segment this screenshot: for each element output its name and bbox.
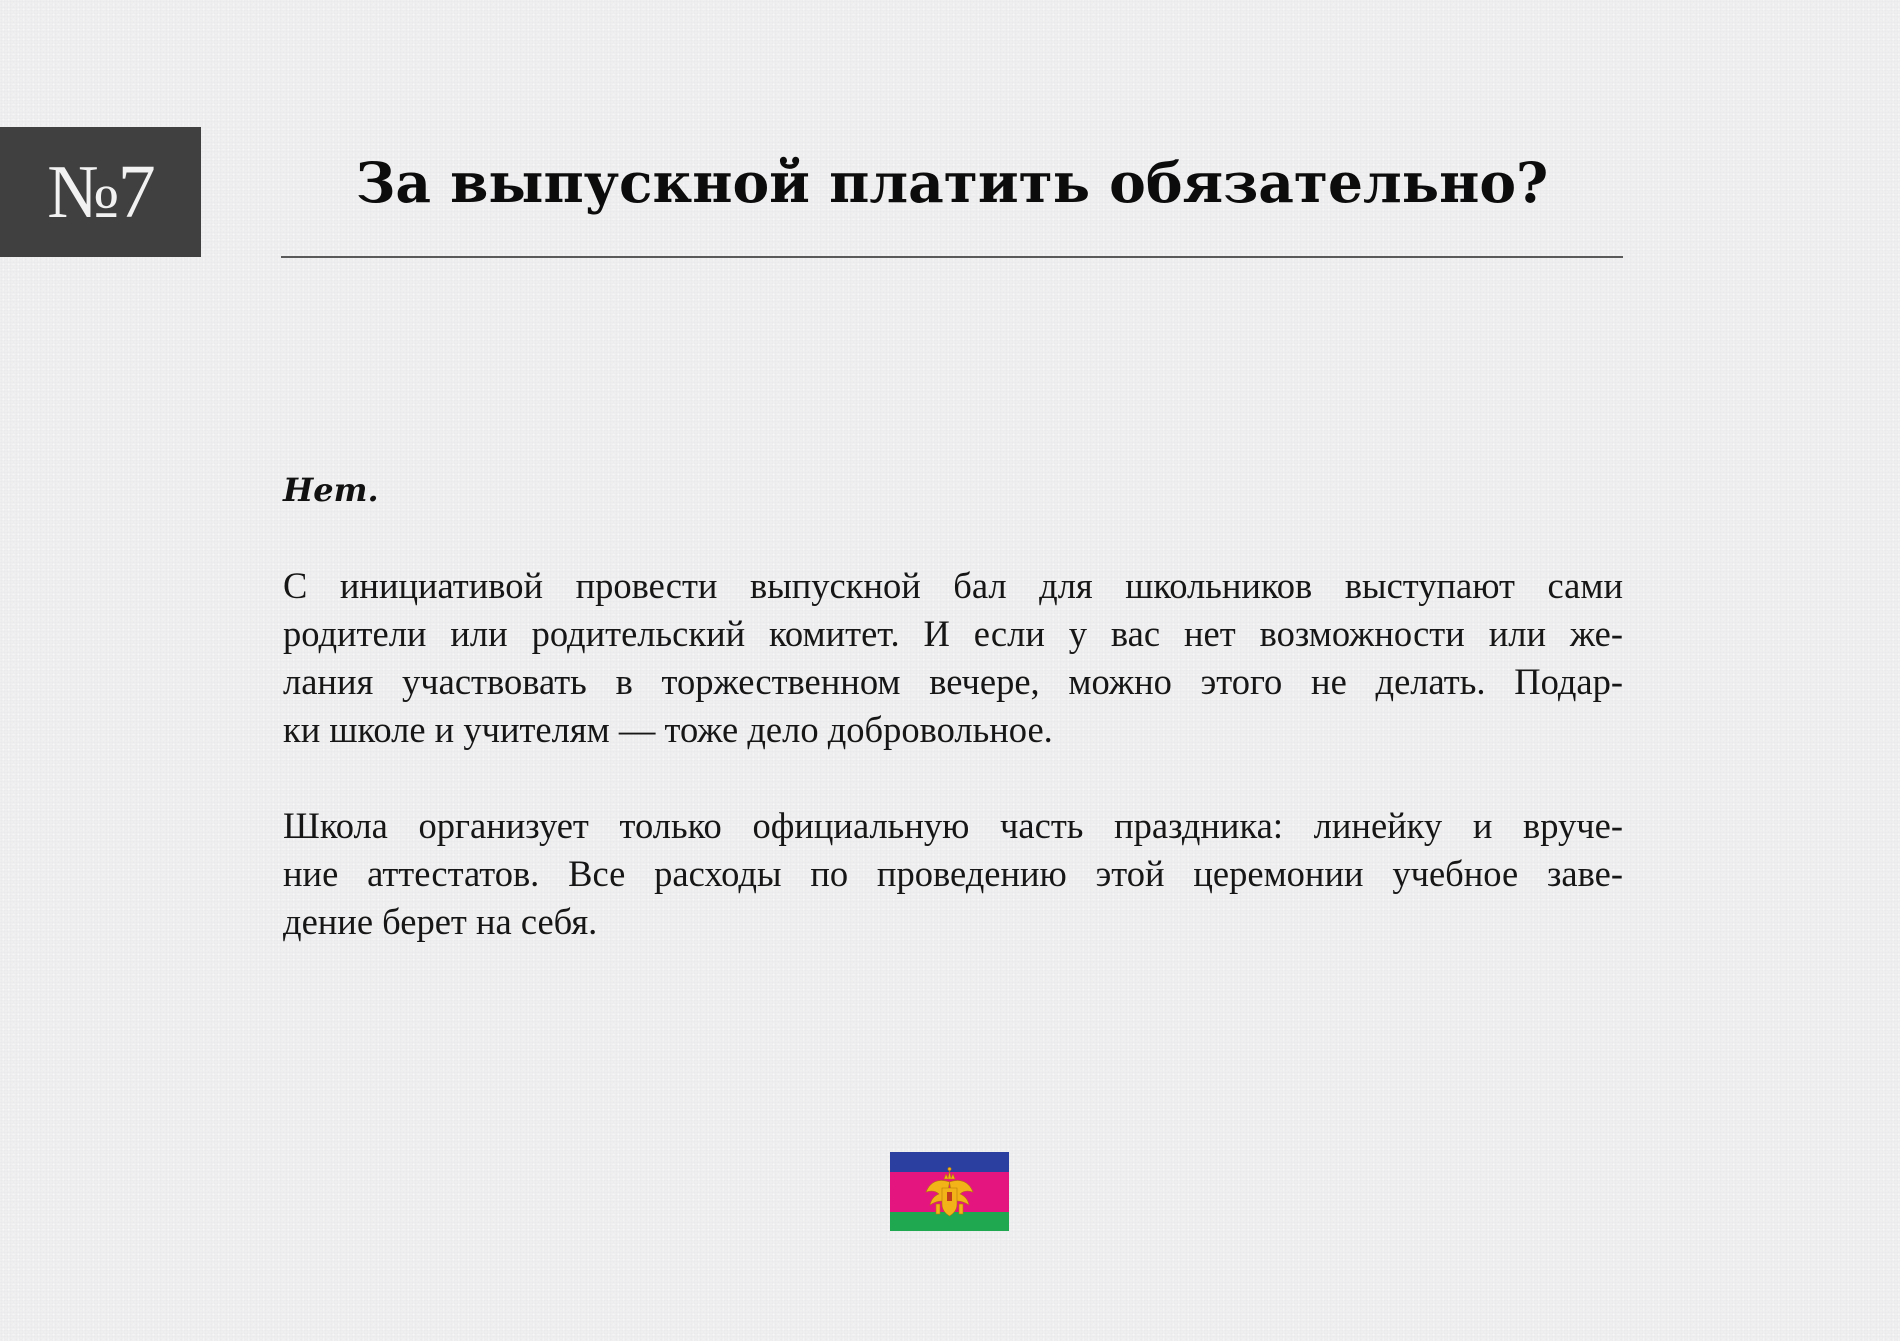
paragraph-line: С инициативой провести выпускной бал для школьников выступают сами xyxy=(283,565,1623,606)
page-title: За выпускной платить обязательно? xyxy=(355,150,1549,215)
paragraph-2 xyxy=(283,802,1623,946)
answer-body xyxy=(283,466,1623,994)
paragraph-1 xyxy=(283,562,1623,754)
paragraph-line: Школа организует только официальную часть праздника: линейку и вруче- xyxy=(283,805,1623,846)
title-divider xyxy=(281,256,1623,258)
paragraph-line: лания участвовать в торжественном вечере, можно этого не делать. Подар- xyxy=(283,661,1623,702)
paragraph-line: ки школе и учителям — тоже дело добровольное. xyxy=(283,709,1053,750)
krasnodar-flag-icon xyxy=(890,1152,1009,1231)
answer-lead: Нет. xyxy=(283,471,379,509)
slide-number-badge xyxy=(0,127,201,257)
paragraph-line: дение берет на себя. xyxy=(283,901,598,942)
paragraph-line: родители или родительский комитет. И если у вас нет возможности или же- xyxy=(283,613,1623,654)
slide-number: №7 xyxy=(47,149,154,234)
paragraph-line: ние аттестатов. Все расходы по проведению этой церемонии учебное заве- xyxy=(283,853,1623,894)
